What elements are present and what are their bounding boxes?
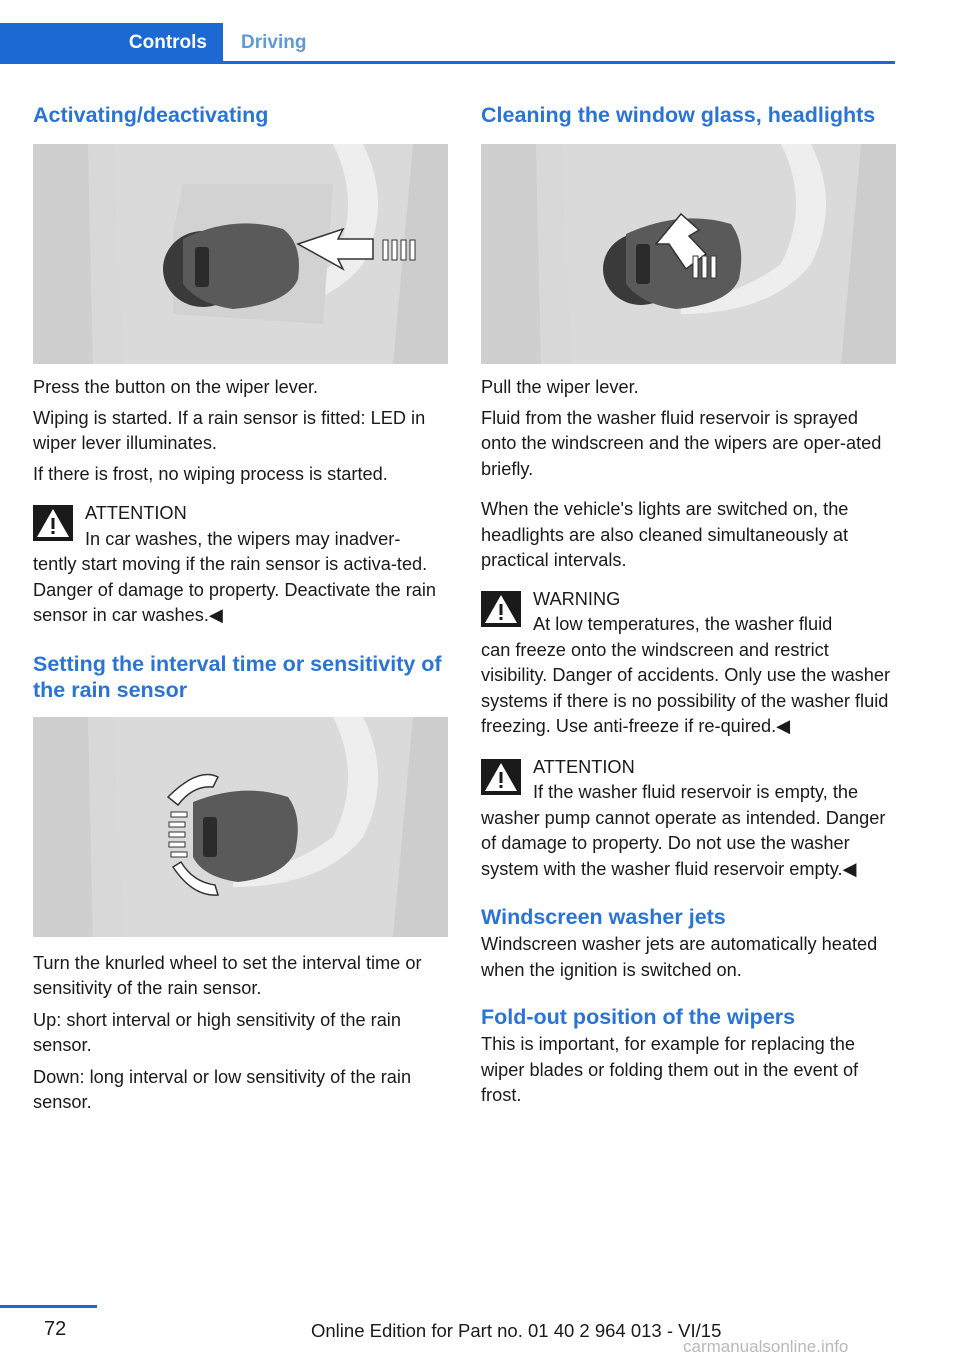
wiper-button-illustration: [33, 144, 448, 364]
notice-title: WARNING: [533, 588, 621, 609]
paragraph: When the vehicle's lights are switched on, the headlights are also cleaned simultaneously at practical intervals.: [481, 499, 849, 570]
paragraph: Pull the wiper lever.: [481, 377, 639, 397]
wiper-pull-illustration: [481, 144, 896, 364]
notice-text: At low temperatures, the washer fluid: [533, 614, 833, 634]
footer-rule: [0, 1305, 97, 1308]
wiper-wheel-image: [33, 717, 448, 937]
tab-driving[interactable]: Driving: [241, 32, 307, 53]
warning-triangle-icon: [481, 591, 521, 627]
notice-title: ATTENTION: [85, 503, 187, 523]
knurled-wheel-illustration: [33, 717, 448, 937]
notice-text: tently start moving if the rain sensor is activa-ted. Danger of damage to property. Deactivate the rain sensor in car washes.◀: [33, 554, 437, 625]
heading-cleaning: Cleaning the window glass, headlights: [481, 103, 876, 127]
warning-triangle-icon: [481, 759, 521, 795]
notice-text: can freeze onto the windscreen and restrict visibility. Danger of accidents. Only use the washer systems if there is no possibility of the washer fluid freezing. Use anti-freeze if re-quired.◀: [481, 639, 891, 736]
notice-text: If the washer fluid reservoir is empty, the: [533, 782, 859, 802]
heading-fold-out: Fold-out position of the wipers: [481, 1005, 796, 1029]
paragraph: Wiping is started. If a rain sensor is fitted: LED in wiper lever illuminates.: [33, 407, 426, 453]
paragraph: Turn the knurled wheel to set the interval time or sensitivity of the rain sensor.: [33, 952, 422, 998]
page-number: 72: [44, 1318, 67, 1340]
attention-notice: [33, 501, 448, 629]
warning-notice: [481, 587, 896, 740]
paragraph: Fluid from the washer fluid reservoir is sprayed onto the windscreen and the wipers are oper-ated briefly.: [481, 407, 882, 479]
wiper-lever-image: [33, 144, 448, 364]
notice-title: ATTENTION: [533, 756, 635, 777]
warning-triangle-icon: [33, 505, 73, 541]
tab-controls[interactable]: Controls: [0, 23, 223, 61]
heading-interval: Setting the interval time or sensitivity of the rain sensor: [33, 651, 442, 702]
wiper-pull-image: [481, 144, 896, 364]
notice-text: In car washes, the wipers may inadver-: [85, 528, 401, 549]
paragraph: Up: short interval or high sensitivity of the rain sensor.: [33, 1009, 401, 1055]
attention-notice: [481, 755, 896, 883]
right-column: [481, 102, 896, 1109]
heading-activating: Activating/deactivating: [33, 103, 269, 127]
edition-note: Online Edition for Part no. 01 40 2 964 013 - VI/15: [311, 1320, 722, 1341]
heading-washer-jets: Windscreen washer jets: [481, 905, 726, 929]
paragraph: This is important, for example for replacing the wiper blades or folding them out in the event of frost.: [481, 1034, 859, 1105]
paragraph: Windscreen washer jets are automatically heated when the ignition is switched on.: [481, 934, 878, 980]
section-tabbar: [0, 23, 895, 64]
notice-text: washer pump cannot operate as intended. Danger of damage to property. Do not use the washer system with the washer fluid reservoir empty.◀: [481, 807, 886, 879]
paragraph: Press the button on the wiper lever.: [33, 377, 319, 397]
paragraph: If there is frost, no wiping process is started.: [33, 463, 388, 484]
watermark: carmanualsonline.info: [683, 1337, 849, 1356]
left-column: [33, 102, 448, 1116]
paragraph: Down: long interval or low sensitivity of the rain sensor.: [33, 1066, 412, 1112]
